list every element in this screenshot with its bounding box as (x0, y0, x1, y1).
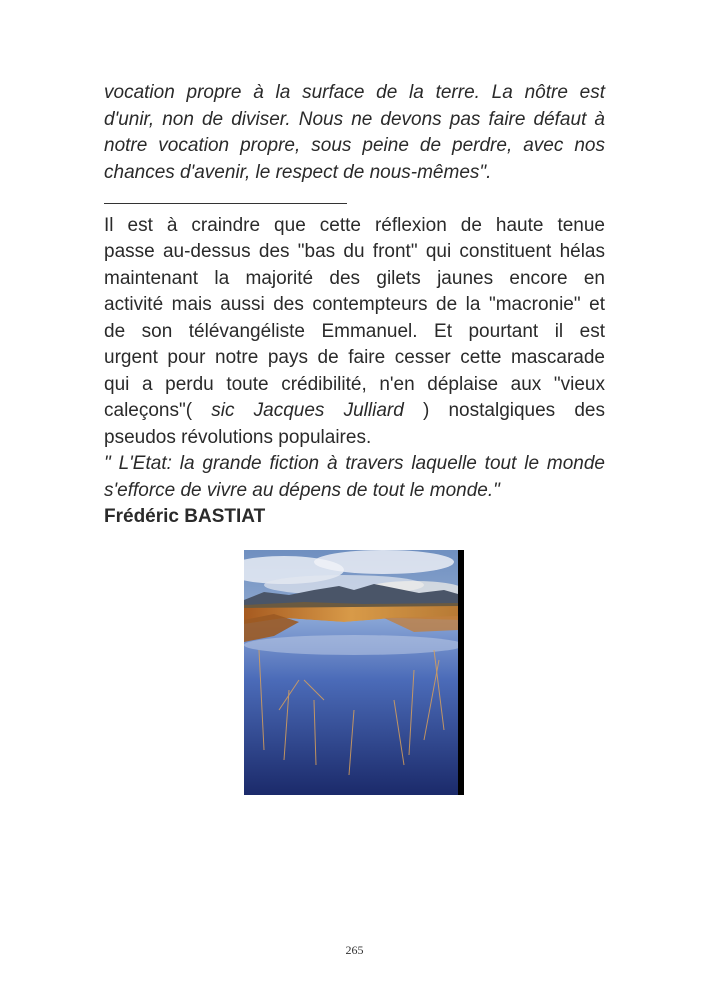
quote-author: Frédéric BASTIAT (104, 506, 266, 527)
text-segment: ) nostalgiques des (422, 400, 605, 421)
text-line: maintenant la majorité des gilets jaunes encore en (104, 267, 605, 289)
text-line: pseudos révolutions populaires. (104, 426, 372, 448)
text-line: s'efforce de vivre au dépens de tout le monde." (104, 479, 500, 501)
citation-source: sic Jacques Julliard (211, 400, 404, 421)
text-line: chances d'avenir, le respect de nous-mêmes". (104, 161, 492, 183)
text-line: d'unir, non de diviser. Nous ne devons pas faire défaut à (104, 108, 605, 130)
section-divider (104, 186, 347, 213)
text-line: Il est à craindre que cette réflexion de haute tenue (104, 214, 605, 236)
text-line: notre vocation propre, sous peine de perdre, avec nos (104, 135, 605, 156)
text-segment: caleçons"( (104, 400, 193, 421)
paragraph-1 (104, 80, 605, 186)
page-number: 265 (345, 943, 364, 957)
text-line: qui a perdu toute crédibilité, n'en déplaise aux "vieux (104, 373, 605, 395)
lake-landscape-image (244, 550, 464, 795)
paragraph-2 (104, 213, 605, 452)
text-line: activité mais aussi des contempteurs de la "macronie" et (104, 294, 605, 315)
text-line: urgent pour notre pays de faire cesser cette mascarade (104, 347, 605, 368)
text-line: passe au-dessus des "bas du front" qui constituent hélas (104, 241, 605, 262)
text-line: vocation propre à la surface de la terre. La nôtre est (104, 82, 605, 103)
text-line (104, 398, 605, 425)
text-line: de son télévangéliste Emmanuel. Et pourtant il est (104, 320, 605, 342)
quote (104, 451, 605, 504)
page-body (104, 80, 605, 531)
text-line: " L'Etat: la grande fiction à travers laquelle tout le monde (104, 453, 605, 474)
landscape-photo (244, 550, 464, 795)
